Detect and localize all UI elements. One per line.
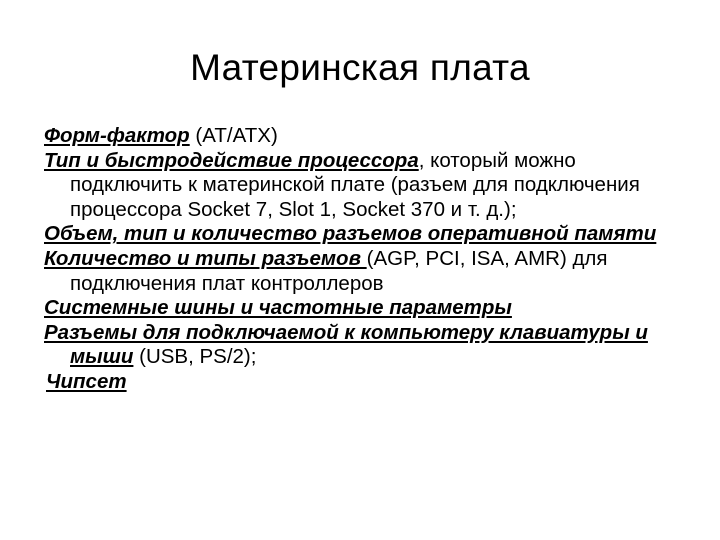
item-text: , который можно подключить к материнской плате (разъем для подключения процессора Socket 7, Slot 1, Socket 370 и т. д.); — [70, 148, 640, 221]
list-item — [44, 296, 684, 321]
item-text: (USB, PS/2); — [133, 345, 257, 369]
slide-title: Материнская плата — [190, 47, 530, 88]
item-term: Количество и типы разъемов — [44, 246, 367, 270]
item-term: Системные шины и частотные параметры — [44, 296, 512, 320]
item-term: Чипсет — [46, 369, 127, 393]
item-text: (AGP, PCI, ISA, AMR) для подключения плат контроллеров — [70, 246, 608, 295]
item-text: (AT/ATX) — [189, 124, 278, 147]
list-item — [44, 149, 684, 223]
list-item — [44, 222, 684, 247]
item-term: Тип и быстродействие процессора — [44, 148, 419, 172]
slide-body — [44, 124, 684, 395]
list-item — [44, 124, 684, 149]
list-item — [44, 321, 684, 370]
item-term: Объем, тип и количество разъемов оперативной памяти — [44, 222, 657, 246]
item-term: Разъемы для подключаемой к компьютеру клавиатуры и мыши — [44, 320, 648, 369]
item-term: Форм-фактор — [44, 124, 190, 147]
list-item — [44, 247, 684, 296]
list-item — [44, 370, 684, 395]
